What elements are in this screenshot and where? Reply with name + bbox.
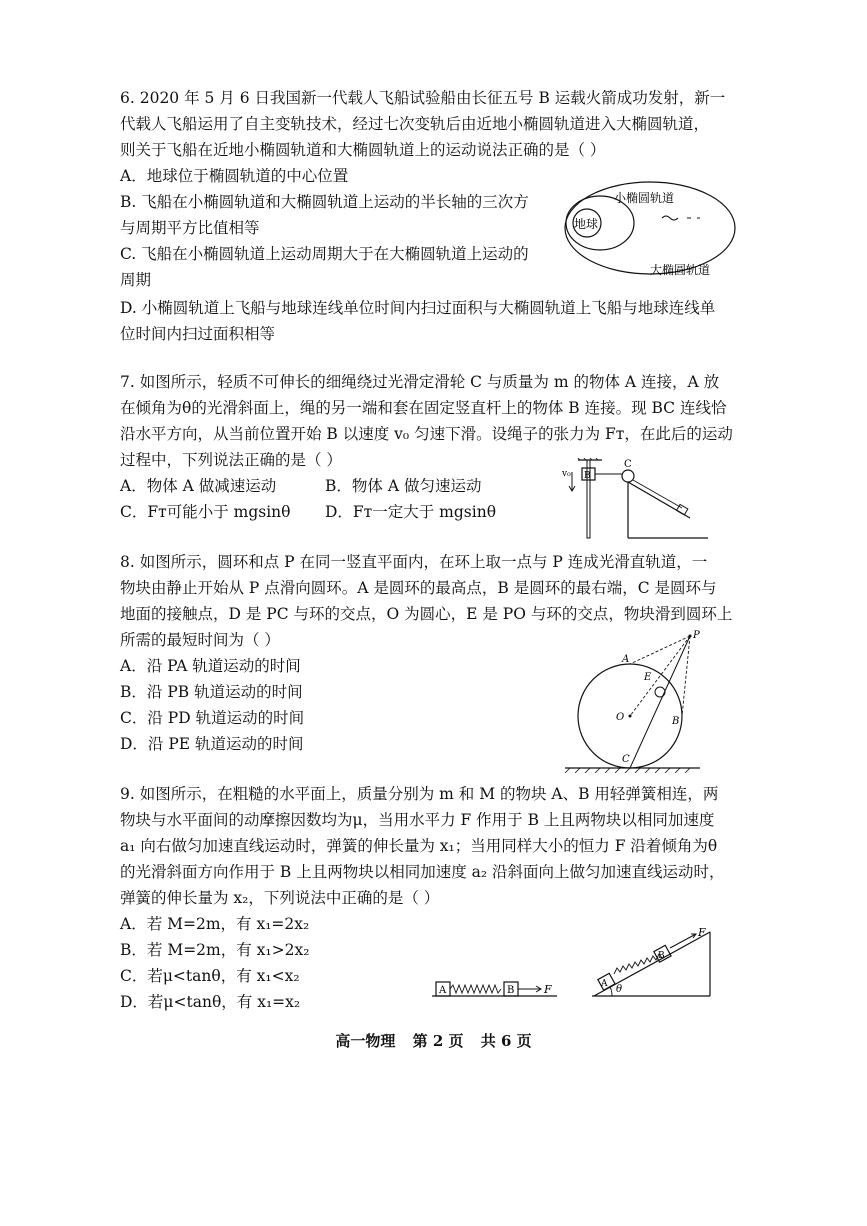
q8-line-2: 物块由静止开始从 P 点滑向圆环。A 是圆环的最高点，B 是圆环的最右端，C 是圆环与 xyxy=(120,579,717,597)
q9-option-d: D．若μ<tanθ，有 x₁=x₂ xyxy=(120,993,301,1011)
point-e-label: E xyxy=(644,672,652,683)
q8-line-4: 所需的最短时间为（ ） xyxy=(120,631,280,649)
q6-option-c: C. 飞船在小椭圆轨道上运动周期大于在大椭圆轨道上运动的 xyxy=(120,245,529,263)
point-b-label: B xyxy=(672,716,680,727)
q8-option-a: A．沿 PA 轨道运动的时间 xyxy=(120,657,301,675)
q8-line-1: 8. 如图所示，圆环和点 P 在同一竖直平面内，在环上取一点与 P 连成光滑直轨道，一 xyxy=(120,553,708,571)
pulley-c-label: C xyxy=(624,459,632,470)
force-f-label: F xyxy=(544,983,552,996)
q6-option-c-cont: 周期 xyxy=(120,271,152,289)
q7-option-b: B．物体 A 做匀速运动 xyxy=(325,477,482,495)
q9-line-5: 弹簧的伸长量为 x₂，下列说法中正确的是（ ） xyxy=(120,889,440,907)
earth-label: 地球 xyxy=(574,217,599,231)
q7-option-a: A．物体 A 做减速运动 xyxy=(120,477,277,495)
q7-option-c: C．Fᴛ可能小于 mgsinθ xyxy=(120,503,291,521)
q6-option-a: A．地球位于椭圆轨道的中心位置 xyxy=(120,167,349,185)
q6-orbit-figure xyxy=(562,178,742,288)
q7-line-4: 过程中，下列说法正确的是（ ） xyxy=(120,451,342,469)
small-orbit-label: 小椭圆轨道 xyxy=(614,191,675,205)
q6-line-1: 6. 2020 年 5 月 6 日我国新一代载人飞船试验船由长征五号 B 运载火箭成功发射，新一 xyxy=(120,89,726,107)
q8-option-c: C．沿 PD 轨道运动的时间 xyxy=(120,709,305,727)
incline-f-label: F xyxy=(698,928,706,939)
q9-incline-figure xyxy=(592,928,722,1004)
q8-circle-figure xyxy=(560,628,710,773)
q9-option-b: B．若 M=2m，有 x₁>2x₂ xyxy=(120,941,310,959)
q8-line-3: 地面的接触点，D 是 PC 与环的交点，O 为圆心，E 是 PO 与环的交点，物块滑到圆环上 xyxy=(120,605,733,623)
v0-label: v₀ xyxy=(562,469,571,479)
point-p-label: P xyxy=(693,630,700,641)
q7-line-3: 沿水平方向，从当前位置开始 B 以速度 v₀ 匀速下滑。设绳子的张力为 Fᴛ，在此后的运动 xyxy=(120,425,733,443)
q9-line-4: 的光滑斜面方向作用于 B 上且两物块以相同加速度 a₂ 沿斜面向上做匀加速直线运动时， xyxy=(120,863,725,881)
footer-subject: 高一物理 xyxy=(335,1032,396,1050)
incline-b-label: B xyxy=(658,951,665,961)
q6-option-b-cont: 与周期平方比值相等 xyxy=(120,219,260,237)
footer-page: 第 2 页 xyxy=(412,1032,464,1050)
point-o-label: O xyxy=(616,712,625,723)
q7-option-d: D．Fᴛ一定大于 mgsinθ xyxy=(325,503,497,521)
q9-option-c: C．若μ<tanθ，有 x₁<x₂ xyxy=(120,967,300,985)
q9-line-3: a₁ 向右做匀加速直线运动时，弹簧的伸长量为 x₁；当用同样大小的恒力 F 沿着倾角为θ xyxy=(120,837,718,855)
big-orbit-label: 大椭圆轨道 xyxy=(650,263,711,277)
q9-option-a: A．若 M=2m，有 x₁=2x₂ xyxy=(120,915,310,933)
block-a-label: A xyxy=(439,985,447,996)
q7-line-1: 7. 如图所示，轻质不可伸长的细绳绕过光滑定滑轮 C 与质量为 m 的物体 A 连接，A 放 xyxy=(120,373,720,391)
incline-a-label: A xyxy=(601,979,608,989)
q9-line-1: 9. 如图所示，在粗糙的水平面上，质量分别为 m 和 M 的物块 A、B 用轻弹簧相连，两 xyxy=(120,785,719,803)
q7-pulley-figure xyxy=(560,458,710,548)
q6-option-d-cont: 位时间内扫过面积相等 xyxy=(120,325,276,343)
q6-option-b: B. 飞船在小椭圆轨道和大椭圆轨道上运动的半长轴的三次方 xyxy=(120,193,529,211)
page-footer xyxy=(0,1030,867,1051)
block-b-label: B xyxy=(507,985,515,996)
q9-line-2: 物块与水平面间的动摩擦因数均为μ，当用水平力 F 作用于 B 上且两物块以相同加速度 xyxy=(120,811,715,829)
q6-line-2: 代载人飞船运用了自主变轨技术，经过七次变轨后由近地小椭圆轨道进入大椭圆轨道， xyxy=(120,115,710,133)
theta-label: θ xyxy=(616,984,623,995)
point-a-label: A xyxy=(622,654,630,665)
q9-horizontal-figure xyxy=(432,968,562,1004)
q6-option-d: D. 小椭圆轨道上飞船与地球连线单位时间内扫过面积与大椭圆轨道上飞船与地球连线单 xyxy=(120,299,716,317)
block-b-label: B xyxy=(584,471,591,481)
footer-total: 共 6 页 xyxy=(480,1032,532,1050)
q8-option-b: B．沿 PB 轨道运动的时间 xyxy=(120,683,303,701)
q6-line-3: 则关于飞船在近地小椭圆轨道和大椭圆轨道上的运动说法正确的是（ ） xyxy=(120,141,606,159)
point-c-label: C xyxy=(622,754,630,765)
q7-line-2: 在倾角为θ的光滑斜面上，绳的另一端和套在固定竖直杆上的物体 B 连接。现 BC 连线恰 xyxy=(120,399,727,417)
q8-option-d: D．沿 PE 轨道运动的时间 xyxy=(120,735,304,753)
